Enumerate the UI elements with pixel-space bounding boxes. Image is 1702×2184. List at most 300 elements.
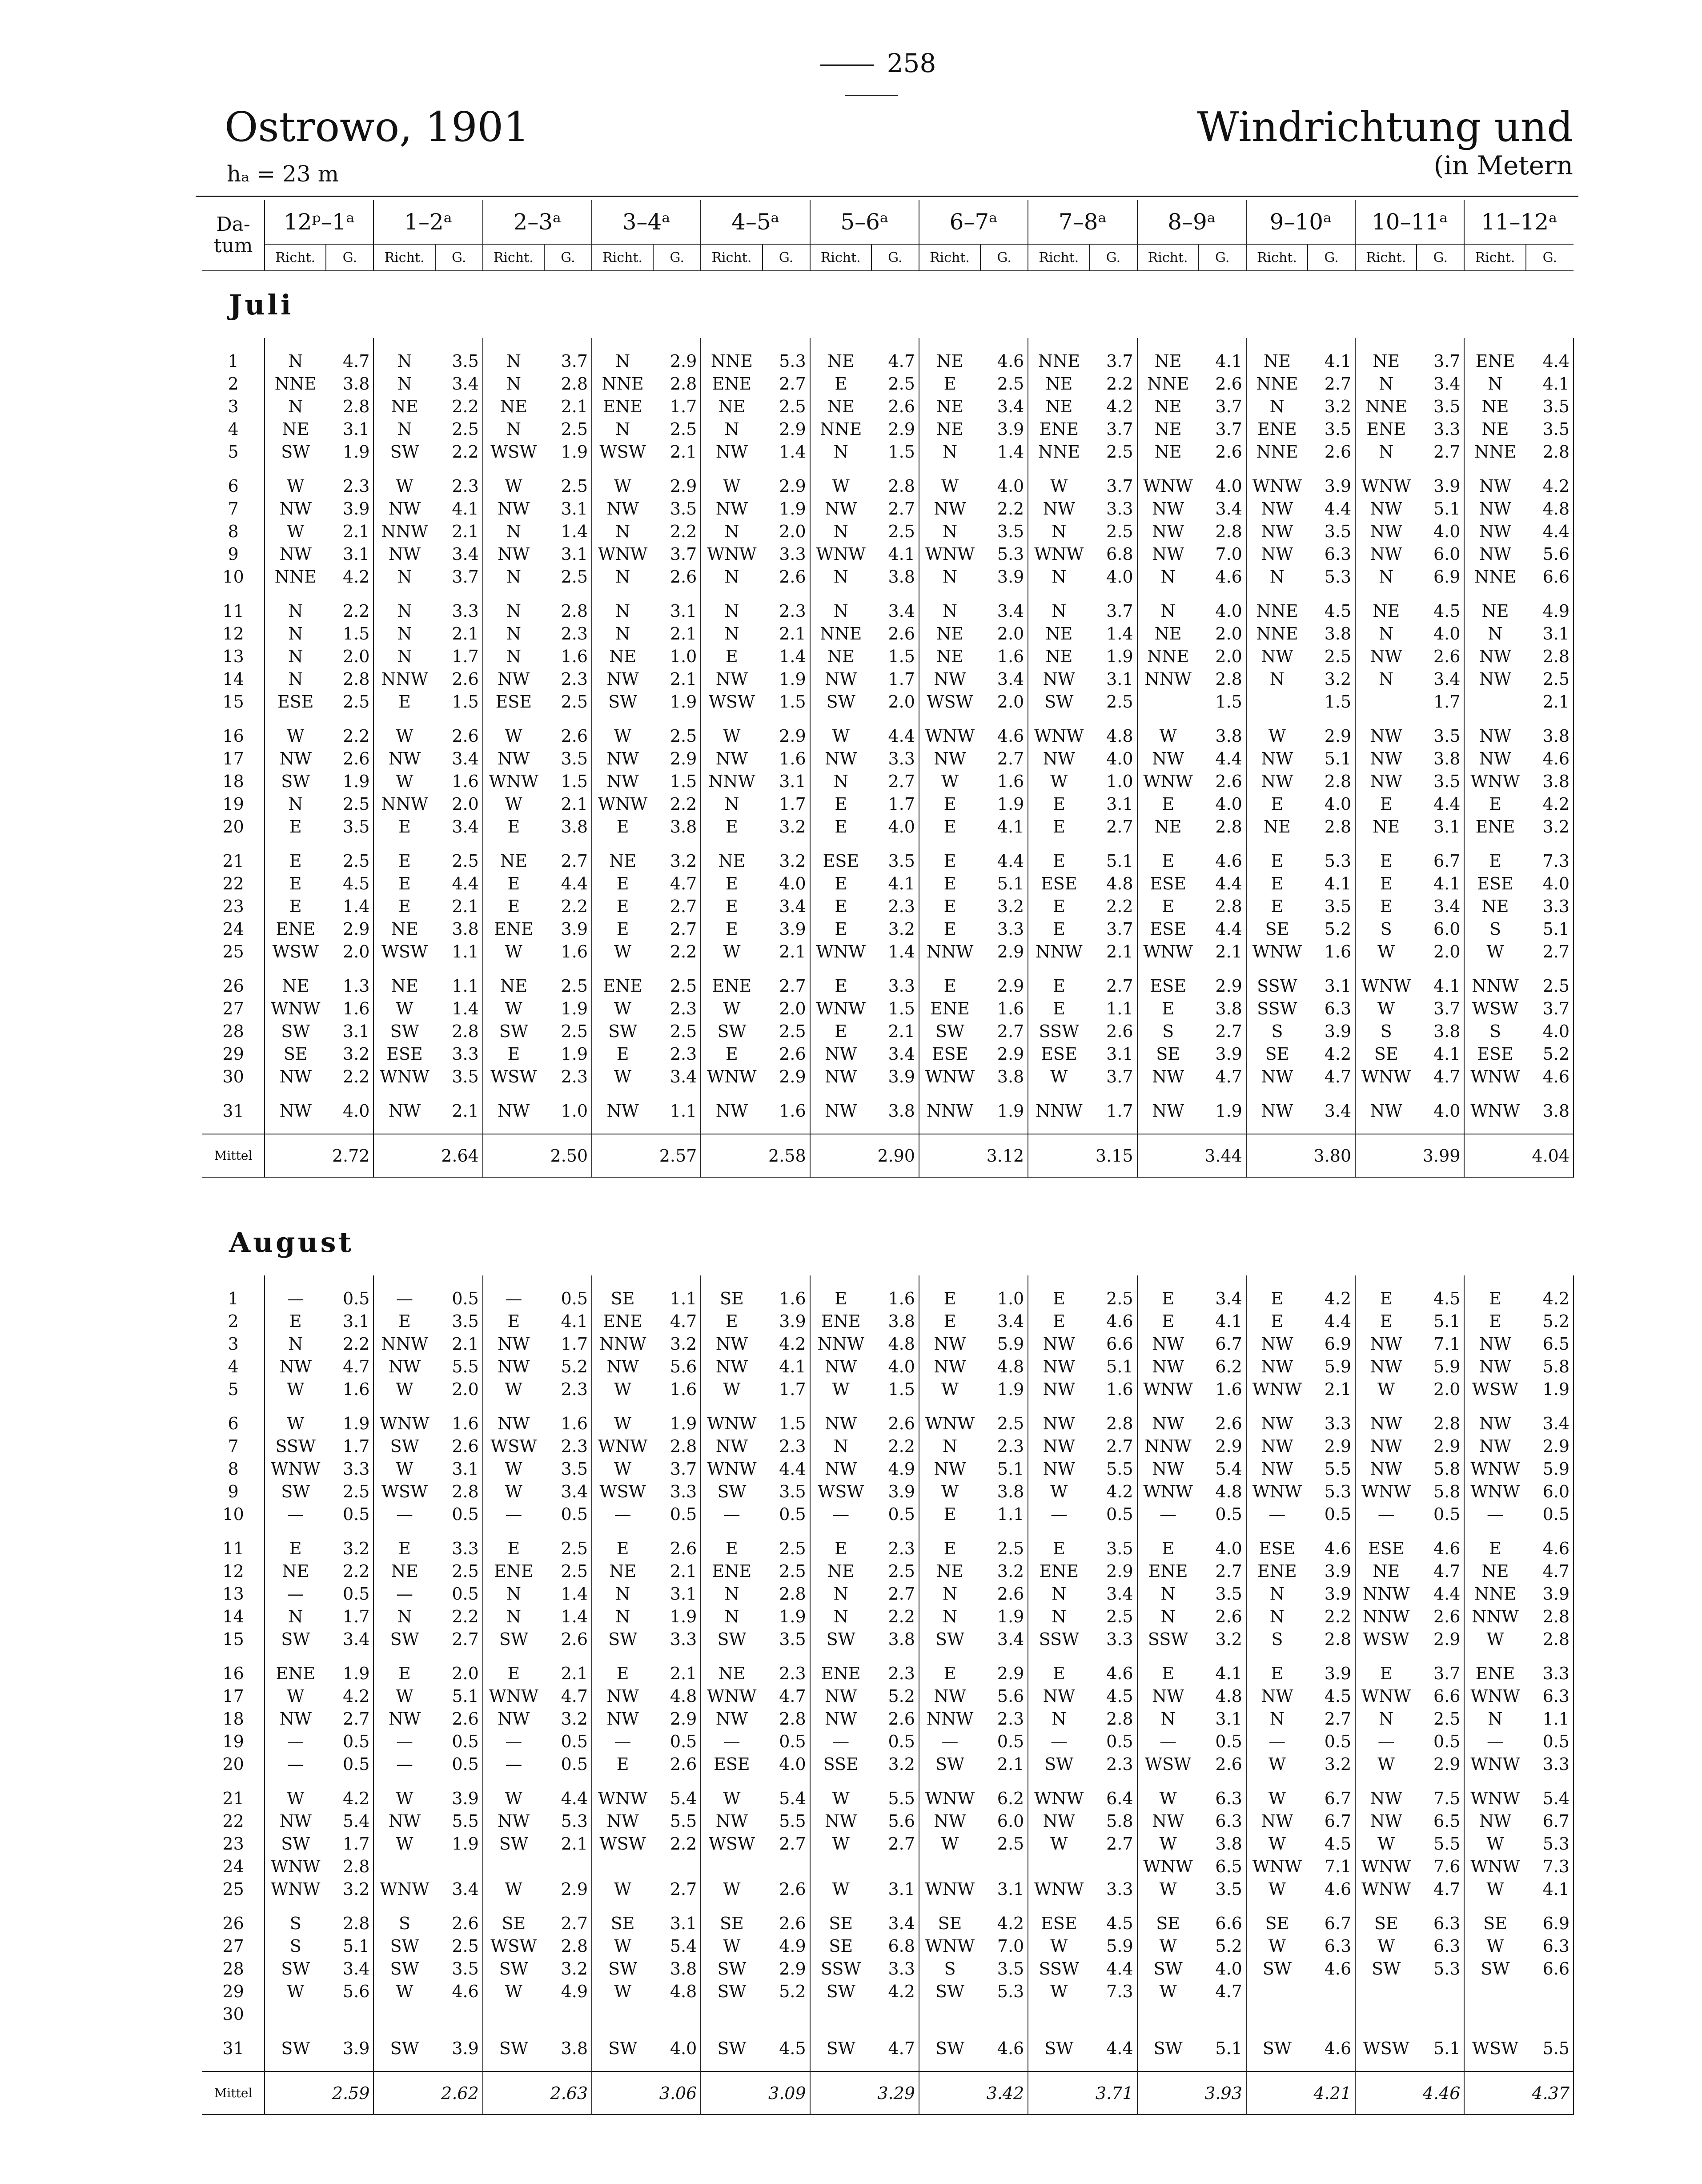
wind-speed: 2.9 — [326, 917, 373, 940]
mittel-row — [202, 1134, 1574, 1177]
wind-direction: NNW — [381, 794, 428, 814]
wind-speed: 2.7 — [1417, 440, 1464, 463]
wind-speed: 1.6 — [435, 1412, 483, 1435]
wind-direction: S — [1271, 1021, 1283, 1041]
wind-speed: 1.6 — [980, 645, 1028, 668]
table-row — [202, 1980, 1574, 2003]
wind-speed: 0.5 — [1199, 1730, 1246, 1753]
day-number: 6 — [202, 1412, 265, 1435]
wind-direction: SE — [610, 1288, 635, 1308]
wind-direction: N — [942, 1584, 958, 1604]
mittel-label: Mittel — [202, 2071, 265, 2115]
wind-speed: 3.7 — [1526, 997, 1574, 1020]
wind-direction: W — [1159, 726, 1177, 746]
mittel-value: 3.71 — [1089, 2071, 1137, 2115]
wind-speed: 4.1 — [1417, 1042, 1464, 1065]
wind-direction: NW — [715, 1356, 748, 1376]
wind-direction: W — [1159, 1788, 1177, 1808]
speed-header: G. — [653, 244, 701, 271]
wind-speed: 4.6 — [1526, 1537, 1574, 1560]
wind-direction: NW — [498, 1413, 530, 1433]
wind-speed: 1.6 — [763, 747, 810, 770]
day-number: 3 — [202, 1332, 265, 1355]
wind-direction: SW — [935, 1981, 965, 2001]
wind-direction — [1246, 690, 1308, 713]
wind-direction: WNW — [1143, 476, 1193, 496]
wind-direction: NE — [1263, 351, 1291, 371]
wind-direction: SW — [935, 1021, 965, 1041]
wind-speed: 4.0 — [871, 1355, 919, 1378]
wind-direction: E — [943, 919, 956, 939]
wind-direction: W — [1486, 1629, 1504, 1649]
wind-speed: 3.3 — [1526, 1662, 1574, 1685]
wind-speed: 3.7 — [435, 565, 483, 588]
wind-speed: 1.1 — [1526, 1707, 1574, 1730]
wind-speed — [653, 2003, 701, 2025]
wind-direction: NE — [1373, 816, 1400, 837]
wind-speed: 3.8 — [871, 1099, 919, 1122]
wind-direction: N — [833, 771, 848, 791]
wind-speed: 2.7 — [544, 849, 592, 872]
wind-direction: NW — [606, 1356, 639, 1376]
wind-speed: 4.6 — [1308, 2037, 1355, 2059]
wind-direction: NW — [1043, 1686, 1075, 1706]
wind-speed: 4.6 — [980, 724, 1028, 747]
table-row — [202, 1310, 1574, 1332]
day-number: 11 — [202, 1537, 265, 1560]
wind-speed: 6.7 — [1526, 1810, 1574, 1832]
wind-direction: NW — [498, 1356, 530, 1376]
richt-header: Richt. — [373, 244, 435, 271]
wind-direction: SW — [826, 692, 855, 712]
wind-direction: WSW — [599, 1834, 646, 1854]
wind-direction — [373, 1855, 435, 1878]
wind-direction: W — [1377, 1754, 1395, 1774]
wind-speed: 3.3 — [871, 974, 919, 997]
wind-speed: 3.7 — [1089, 475, 1137, 497]
wind-direction: WNW — [1143, 1481, 1193, 1501]
wind-speed: 5.1 — [980, 872, 1028, 895]
wind-speed: 3.4 — [653, 1065, 701, 1088]
wind-speed: 4.2 — [1526, 792, 1574, 815]
wind-speed: 5.5 — [1526, 2037, 1574, 2059]
wind-direction: SW — [390, 1436, 419, 1456]
wind-speed: 1.4 — [544, 1582, 592, 1605]
wind-direction: NNW — [708, 771, 755, 791]
wind-speed: 4.0 — [1417, 520, 1464, 543]
wind-speed: 5.1 — [1417, 1310, 1464, 1332]
wind-speed: 2.5 — [544, 565, 592, 588]
wind-direction: E — [1162, 794, 1174, 814]
wind-speed: 2.6 — [763, 1042, 810, 1065]
wind-direction: NW — [498, 499, 530, 519]
table-row — [202, 974, 1574, 997]
wind-speed: 2.0 — [763, 520, 810, 543]
wind-direction: E — [1271, 1663, 1284, 1683]
wind-direction: W — [832, 1834, 850, 1854]
wind-direction: N — [506, 374, 521, 394]
wind-direction: N — [288, 646, 303, 666]
wind-speed: 3.2 — [763, 815, 810, 838]
wind-speed: 2.5 — [326, 1480, 373, 1503]
wind-direction: WNW — [925, 1413, 975, 1433]
wind-direction: WNW — [1470, 1459, 1520, 1479]
wind-direction: N — [942, 601, 958, 621]
wind-speed: 4.7 — [653, 872, 701, 895]
wind-speed: 2.3 — [544, 1378, 592, 1400]
wind-speed: 4.4 — [980, 849, 1028, 872]
wind-direction: NE — [1373, 601, 1400, 621]
wind-speed: 5.3 — [1308, 1480, 1355, 1503]
wind-direction: SSW — [275, 1436, 316, 1456]
wind-direction: W — [832, 1879, 850, 1899]
wind-speed: 1.9 — [653, 1605, 701, 1628]
wind-speed: 3.3 — [326, 1457, 373, 1480]
wind-speed: 3.3 — [1089, 1628, 1137, 1650]
wind-speed: 2.7 — [653, 1878, 701, 1900]
wind-speed: 2.5 — [763, 1560, 810, 1582]
wind-direction: SW — [826, 2038, 855, 2058]
wind-direction — [1137, 690, 1199, 713]
wind-direction: S — [1489, 1021, 1501, 1041]
wind-direction: WSW — [272, 941, 319, 961]
wind-speed: 1.3 — [326, 974, 373, 997]
wind-speed: 1.9 — [1199, 1099, 1246, 1122]
day-number: 5 — [202, 1378, 265, 1400]
wind-speed — [435, 1855, 483, 1878]
wind-direction: N — [397, 374, 412, 394]
table-row — [202, 1832, 1574, 1855]
wind-speed: 2.2 — [435, 395, 483, 418]
wind-direction: WSW — [490, 1936, 537, 1956]
wind-speed: 3.1 — [1089, 668, 1137, 690]
wind-direction: NW — [1152, 1334, 1184, 1354]
wind-speed: 2.9 — [1199, 974, 1246, 997]
wind-speed: 2.1 — [435, 895, 483, 917]
wind-direction: E — [1271, 794, 1284, 814]
wind-speed — [1417, 2003, 1464, 2025]
wind-speed: 3.1 — [435, 1457, 483, 1480]
wind-direction: W — [1268, 1834, 1286, 1854]
wind-speed: 2.2 — [1089, 372, 1137, 395]
wind-speed: 2.5 — [653, 1020, 701, 1042]
wind-direction: SW — [1044, 1754, 1074, 1774]
wind-speed: 4.4 — [1526, 350, 1574, 372]
wind-speed: 2.9 — [1417, 1628, 1464, 1650]
wind-direction: NE — [1154, 816, 1182, 837]
wind-direction: E — [616, 873, 629, 893]
wind-speed: 2.8 — [326, 1855, 373, 1878]
wind-direction: SW — [499, 2038, 528, 2058]
wind-speed: 1.9 — [544, 997, 592, 1020]
month-heading-row — [202, 271, 1574, 338]
wind-direction: E — [616, 1044, 629, 1064]
wind-speed: 2.6 — [1308, 440, 1355, 463]
day-number: 7 — [202, 497, 265, 520]
wind-direction: WSW — [1363, 2038, 1409, 2058]
wind-direction: — — [287, 1754, 304, 1774]
wind-direction: NW — [279, 1066, 312, 1086]
wind-speed: 2.5 — [1089, 690, 1137, 713]
wind-speed: 2.5 — [1089, 520, 1137, 543]
richt-header: Richt. — [592, 244, 653, 271]
wind-direction: N — [942, 1606, 958, 1626]
datum-header: Da- tum — [202, 200, 265, 271]
wind-speed: 2.2 — [544, 895, 592, 917]
wind-speed: 1.1 — [435, 940, 483, 963]
wind-direction: N — [1379, 669, 1394, 689]
wind-speed: 2.6 — [1199, 372, 1246, 395]
wind-speed: 5.1 — [1089, 1355, 1137, 1378]
wind-speed: 2.3 — [1089, 1753, 1137, 1775]
wind-direction: E — [1489, 1538, 1501, 1558]
wind-speed: 5.9 — [1417, 1355, 1464, 1378]
wind-speed: 4.8 — [1526, 497, 1574, 520]
wind-speed: 2.0 — [1417, 1378, 1464, 1400]
wind-direction: NW — [606, 1811, 639, 1831]
wind-speed: 3.5 — [1199, 1878, 1246, 1900]
wind-speed: 3.9 — [871, 1480, 919, 1503]
wind-speed — [544, 2003, 592, 2025]
wind-direction: W — [614, 1413, 632, 1433]
wind-speed: 5.5 — [435, 1355, 483, 1378]
wind-speed: 6.6 — [1089, 1332, 1137, 1355]
wind-speed: 3.9 — [980, 418, 1028, 440]
wind-speed: 2.1 — [1089, 940, 1137, 963]
wind-direction: NNE — [1256, 442, 1298, 462]
wind-direction: W — [287, 1686, 305, 1706]
wind-speed: 2.5 — [871, 372, 919, 395]
wind-direction: W — [287, 1788, 305, 1808]
wind-speed: 2.8 — [435, 1480, 483, 1503]
wind-speed: 3.3 — [1089, 1878, 1137, 1900]
day-number: 10 — [202, 565, 265, 588]
day-number: 5 — [202, 440, 265, 463]
wind-speed: 3.4 — [980, 395, 1028, 418]
wind-direction: NW — [825, 1413, 857, 1433]
wind-direction: ENE — [821, 1663, 861, 1683]
wind-speed: 4.0 — [1089, 747, 1137, 770]
wind-speed: 3.3 — [435, 599, 483, 622]
wind-speed — [763, 1855, 810, 1878]
wind-direction: WNW — [1470, 1481, 1520, 1501]
wind-speed: 1.6 — [1199, 1378, 1246, 1400]
wind-direction — [373, 2003, 435, 2025]
wind-speed: 2.5 — [653, 418, 701, 440]
wind-direction: ENE — [1039, 419, 1079, 439]
wind-direction: NNW — [926, 1709, 974, 1729]
wind-speed: 3.3 — [1417, 418, 1464, 440]
wind-direction: NW — [1043, 1334, 1075, 1354]
wind-direction: W — [1268, 1936, 1286, 1956]
wind-speed: 3.3 — [980, 917, 1028, 940]
wind-direction: NNE — [1256, 623, 1298, 644]
wind-direction: E — [726, 1311, 738, 1331]
wind-speed: 2.8 — [653, 1435, 701, 1457]
wind-speed: 2.7 — [871, 497, 919, 520]
wind-speed: 1.4 — [435, 997, 483, 1020]
mittel-value: 4.46 — [1417, 2071, 1464, 2115]
wind-speed: 3.7 — [653, 1457, 701, 1480]
wind-direction: N — [288, 1334, 303, 1354]
wind-direction: NW — [1261, 1334, 1293, 1354]
wind-speed: 1.7 — [763, 792, 810, 815]
wind-direction: E — [943, 976, 956, 996]
wind-speed: 2.3 — [653, 1042, 701, 1065]
wind-direction: NW — [279, 1101, 312, 1121]
wind-speed: 7.3 — [1526, 1855, 1574, 1878]
day-number: 2 — [202, 1310, 265, 1332]
day-number: 11 — [202, 599, 265, 622]
wind-speed: 3.9 — [1199, 1042, 1246, 1065]
wind-speed: 4.2 — [1308, 1042, 1355, 1065]
mittel-value: 2.57 — [653, 1134, 701, 1177]
wind-direction: NE — [1045, 396, 1073, 416]
wind-direction: W — [1377, 998, 1395, 1018]
wind-direction: N — [1379, 374, 1394, 394]
wind-direction: N — [1052, 567, 1067, 587]
wind-direction: N — [1160, 567, 1176, 587]
page-number: 258 — [800, 48, 943, 109]
speed-header: G. — [763, 244, 810, 271]
wind-speed: 3.8 — [1199, 1832, 1246, 1855]
wind-speed: 2.0 — [326, 645, 373, 668]
wind-direction: NE — [391, 396, 418, 416]
wind-speed: 2.5 — [1526, 974, 1574, 997]
wind-direction: NW — [1370, 1356, 1402, 1376]
wind-speed: 0.5 — [435, 1753, 483, 1775]
wind-speed — [1089, 2003, 1137, 2025]
wind-direction: E — [507, 1538, 520, 1558]
wind-direction: W — [396, 726, 413, 746]
wind-direction: WNW — [1361, 1481, 1411, 1501]
table-row — [202, 690, 1574, 713]
wind-direction: N — [942, 521, 958, 541]
wind-speed: 3.2 — [653, 849, 701, 872]
wind-speed — [1417, 1980, 1464, 2003]
wind-direction: NE — [1045, 646, 1073, 666]
wind-speed: 2.6 — [1199, 1605, 1246, 1628]
wind-direction: ENE — [1366, 419, 1406, 439]
wind-direction: — — [723, 1731, 740, 1751]
wind-speed — [326, 2003, 373, 2025]
wind-speed: 3.2 — [871, 1753, 919, 1775]
wind-speed: 2.2 — [326, 1560, 373, 1582]
wind-direction: NE — [500, 976, 527, 996]
wind-speed: 3.5 — [435, 1957, 483, 1980]
wind-speed: 1.6 — [326, 997, 373, 1020]
table-row — [202, 1042, 1574, 1065]
wind-direction: ENE — [1039, 1561, 1079, 1581]
wind-speed: 2.8 — [1417, 1412, 1464, 1435]
wind-speed: 3.9 — [1308, 475, 1355, 497]
wind-speed: 6.3 — [1308, 997, 1355, 1020]
wind-direction: S — [289, 1913, 301, 1933]
wind-direction: N — [397, 419, 412, 439]
wind-speed: 2.1 — [326, 520, 373, 543]
wind-direction — [1028, 2003, 1089, 2025]
wind-speed: 1.7 — [1417, 690, 1464, 713]
wind-direction: N — [724, 794, 739, 814]
wind-direction: NE — [1154, 442, 1182, 462]
wind-speed: 2.6 — [1199, 440, 1246, 463]
wind-direction: W — [396, 1788, 413, 1808]
wind-direction: N — [1052, 601, 1067, 621]
wind-speed: 1.6 — [544, 645, 592, 668]
wind-speed: 3.1 — [1417, 815, 1464, 838]
wind-speed: 0.5 — [326, 1730, 373, 1753]
station-year-heading: Ostrowo, 1901 — [225, 103, 530, 151]
wind-direction: N — [615, 419, 630, 439]
wind-direction: NE — [609, 1561, 637, 1581]
wind-direction: N — [1160, 601, 1176, 621]
wind-direction: ENE — [821, 1311, 861, 1331]
wind-speed: 4.5 — [1417, 1287, 1464, 1310]
mittel-value: 3.29 — [871, 2071, 919, 2115]
day-number: 9 — [202, 1480, 265, 1503]
wind-direction: N — [506, 623, 521, 644]
wind-speed: 2.7 — [544, 1912, 592, 1935]
wind-speed: 2.9 — [871, 418, 919, 440]
day-number: 21 — [202, 849, 265, 872]
wind-direction: W — [505, 1459, 522, 1479]
wind-speed: 2.8 — [1199, 895, 1246, 917]
wind-direction — [1355, 2003, 1417, 2025]
wind-speed: 1.7 — [326, 1832, 373, 1855]
wind-speed: 1.9 — [544, 1042, 592, 1065]
wind-speed: 2.6 — [871, 622, 919, 645]
wind-direction: NE — [1481, 419, 1509, 439]
wind-speed: 4.4 — [1199, 747, 1246, 770]
wind-speed: 2.1 — [1308, 1378, 1355, 1400]
wind-speed: 1.5 — [871, 1378, 919, 1400]
wind-direction: N — [1269, 1584, 1285, 1604]
wind-direction: E — [835, 794, 847, 814]
wind-speed: 4.4 — [1089, 1957, 1137, 1980]
table-row — [202, 418, 1574, 440]
wind-direction: NE — [936, 396, 964, 416]
wind-speed: 3.1 — [871, 1878, 919, 1900]
wind-speed: 0.5 — [435, 1287, 483, 1310]
table-row — [202, 599, 1574, 622]
wind-speed: 1.4 — [980, 440, 1028, 463]
wind-direction: ENE — [1257, 1561, 1297, 1581]
wind-direction: W — [1377, 1379, 1395, 1399]
wind-direction: W — [1268, 1754, 1286, 1774]
wind-direction: E — [1380, 896, 1393, 916]
wind-direction: N — [1160, 1606, 1176, 1626]
wind-speed: 4.8 — [1199, 1480, 1246, 1503]
wind-speed: 0.5 — [1526, 1730, 1574, 1753]
wind-speed: 3.5 — [1308, 418, 1355, 440]
wind-speed: 2.6 — [435, 1912, 483, 1935]
wind-speed: 1.1 — [1089, 997, 1137, 1020]
wind-direction: W — [614, 726, 632, 746]
wind-direction: WNW — [380, 1066, 430, 1086]
wind-speed: 1.6 — [763, 1287, 810, 1310]
wind-direction: WNW — [1252, 1856, 1302, 1876]
wind-direction: NW — [1043, 499, 1075, 519]
wind-speed: 3.9 — [1308, 1020, 1355, 1042]
wind-speed: 4.0 — [326, 1099, 373, 1122]
wind-speed: 4.1 — [1308, 350, 1355, 372]
wind-direction: NW — [1261, 1811, 1293, 1831]
mittel-value: 2.90 — [871, 1134, 919, 1177]
wind-direction: NE — [391, 976, 418, 996]
wind-speed: 7.0 — [1199, 543, 1246, 565]
wind-speed: 3.2 — [326, 1537, 373, 1560]
wind-direction: NE — [1373, 1561, 1400, 1581]
